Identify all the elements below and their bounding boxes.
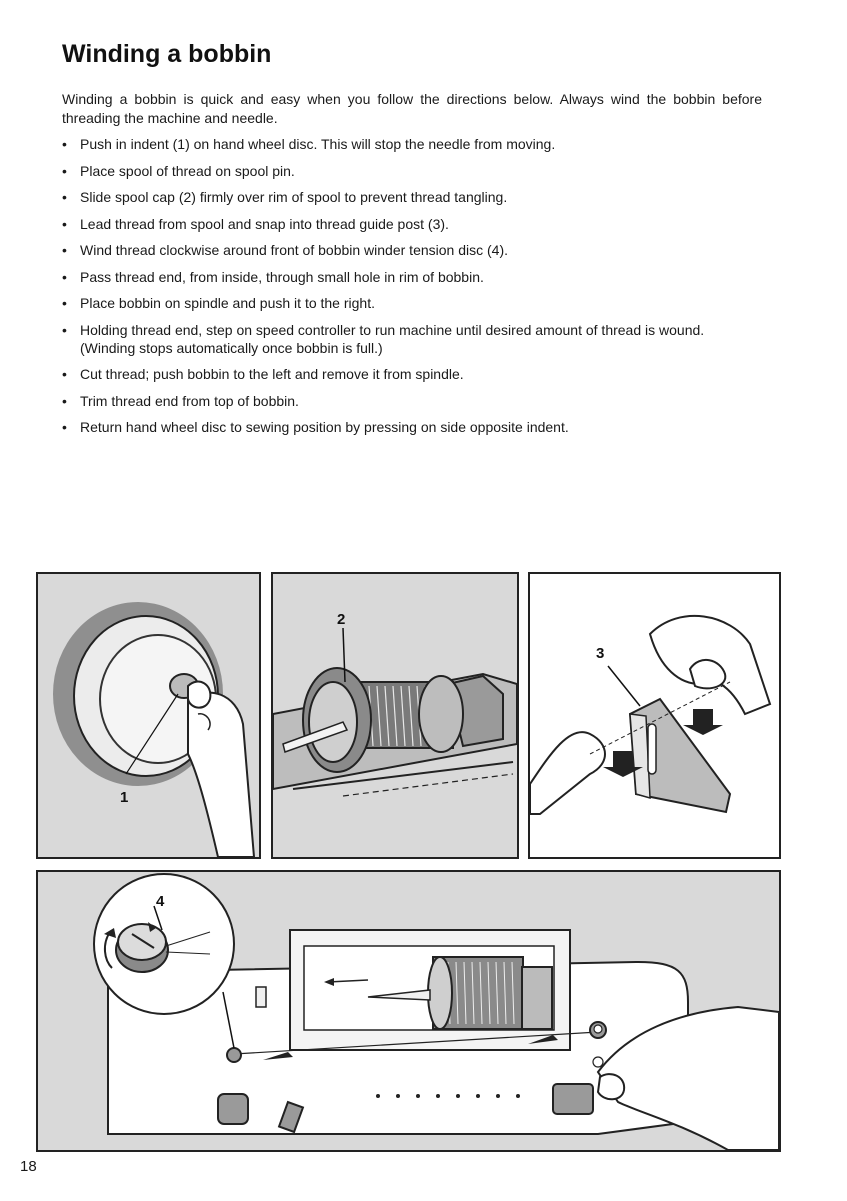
thread-guide-drawing — [530, 574, 779, 857]
page-number: 18 — [20, 1158, 37, 1175]
list-item: • Slide spool cap (2) firmly over rim of spool to prevent thread tangling. — [62, 188, 762, 206]
callout-1: 1 — [120, 789, 129, 806]
callout-3: 3 — [596, 645, 605, 662]
machine-threading-illustration — [36, 870, 781, 1152]
list-item: • Wind thread clockwise around front of bobbin winder tension disc (4). — [62, 241, 762, 259]
list-item: • Holding thread end, step on speed controller to run machine until desired amount of thread is wound. (Winding stops automatically once bobbin is full.) — [62, 321, 762, 357]
list-item: • Place spool of thread on spool pin. — [62, 162, 762, 180]
page-title: Winding a bobbin — [62, 40, 272, 68]
spool-cap-illustration — [271, 572, 519, 859]
hand-wheel-illustration — [36, 572, 261, 859]
list-item: • Return hand wheel disc to sewing position by pressing on side opposite indent. — [62, 418, 762, 436]
intro-paragraph: Winding a bobbin is quick and easy when you follow the directions below. Always wind the bobbin before threading the machine and needle. — [62, 91, 762, 126]
list-item: • Cut thread; push bobbin to the left and remove it from spindle. — [62, 365, 762, 383]
list-item: • Push in indent (1) on hand wheel disc. This will stop the needle from moving. — [62, 135, 762, 153]
list-item: • Lead thread from spool and snap into thread guide post (3). — [62, 215, 762, 233]
callout-4: 4 — [156, 893, 165, 910]
list-item: • Place bobbin on spindle and push it to the right. — [62, 294, 762, 312]
hand-wheel-drawing — [38, 574, 259, 857]
list-item: • Pass thread end, from inside, through small hole in rim of bobbin. — [62, 268, 762, 286]
callout-2: 2 — [337, 611, 346, 628]
instruction-list — [62, 135, 762, 445]
spool-cap-drawing — [273, 574, 517, 857]
list-item: • Trim thread end from top of bobbin. — [62, 392, 762, 410]
machine-threading-drawing — [38, 872, 779, 1150]
thread-guide-illustration — [528, 572, 781, 859]
